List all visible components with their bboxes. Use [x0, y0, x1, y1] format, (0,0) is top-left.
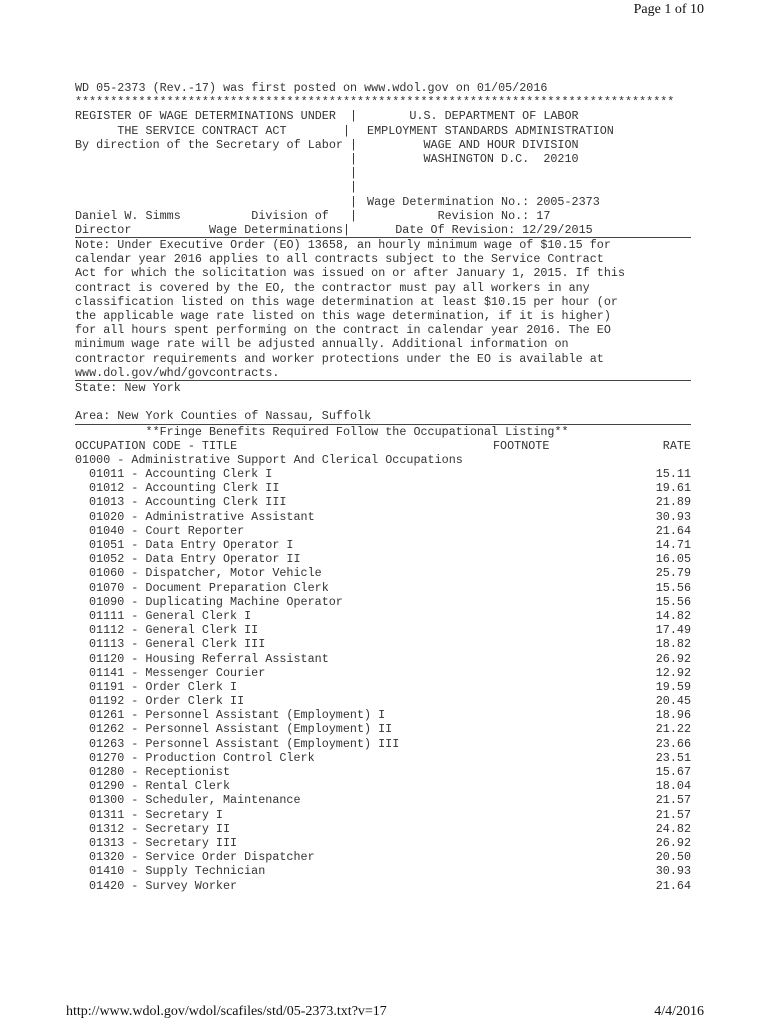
occupation-rate: 30.93	[655, 509, 691, 524]
footer-date: 4/4/2016	[654, 1004, 704, 1019]
occupation-rate: 23.66	[655, 736, 691, 751]
star-divider: *************************************************************************************	[75, 95, 675, 110]
occupation-title: 01313 - Secretary III	[89, 835, 238, 850]
header-right-line: U.S. DEPARTMENT OF LABOR	[360, 109, 579, 124]
header-left-line: Director Wage Determinations|	[75, 222, 350, 237]
occupation-title: 01270 - Production Control Clerk	[89, 750, 315, 765]
occupation-row	[75, 652, 691, 666]
occupation-rate: 18.82	[655, 637, 691, 652]
occupation-rate: 21.89	[655, 495, 691, 510]
occupation-rate: 21.57	[655, 793, 691, 808]
occupation-title: 01261 - Personnel Assistant (Employment) I	[89, 708, 386, 723]
footer-url: http://www.wdol.gov/wdol/scafiles/std/05-2373.txt?v=17	[66, 1004, 387, 1019]
occupation-title: 01011 - Accounting Clerk I	[89, 467, 273, 482]
header-left-line: |	[75, 180, 358, 195]
occupation-row	[75, 879, 691, 893]
occupation-row	[75, 495, 691, 509]
state-line: State: New York	[75, 380, 181, 395]
occupation-row	[75, 836, 691, 850]
occupation-rate: 15.56	[655, 594, 691, 609]
note-line: contract is covered by the EO, the contractor must pay all workers in any	[75, 280, 590, 295]
occupation-rate: 15.56	[655, 580, 691, 595]
occupation-title: 01410 - Supply Technician	[89, 864, 266, 879]
occupation-row	[75, 595, 691, 609]
header-right-column	[360, 109, 691, 237]
header-left-line: REGISTER OF WAGE DETERMINATIONS UNDER |	[75, 109, 358, 124]
occupation-title: 01070 - Document Preparation Clerk	[89, 580, 329, 595]
occupation-title: 01320 - Service Order Dispatcher	[89, 850, 315, 865]
occupation-row	[75, 510, 691, 524]
occupation-row	[75, 524, 691, 538]
occupation-title: 01280 - Receptionist	[89, 765, 231, 779]
occupation-row	[75, 722, 691, 736]
occupation-row	[75, 850, 691, 864]
occupation-rate: 19.59	[655, 679, 691, 694]
occupation-row	[75, 708, 691, 722]
footnote-column-header: FOOTNOTE	[493, 438, 550, 453]
occupation-row	[75, 609, 691, 623]
header-right-line: Date Of Revision: 12/29/2015	[360, 222, 593, 237]
occupation-title: 01141 - Messenger Courier	[89, 665, 266, 680]
occupation-rate: 21.64	[655, 878, 691, 893]
occupation-rate: 20.50	[655, 850, 691, 865]
occupation-title: 01191 - Order Clerk I	[89, 679, 238, 694]
occupation-row	[75, 864, 691, 878]
occupation-title: 01013 - Accounting Clerk III	[89, 495, 287, 510]
note-line: Note: Under Executive Order (EO) 13658, an hourly minimum wage of $10.15 for	[75, 238, 611, 253]
note-line: Act for which the solicitation was issued on or after January 1, 2015. If this	[75, 266, 625, 281]
occupation-row	[75, 581, 691, 595]
occupation-rate: 21.57	[655, 807, 691, 822]
register-header	[75, 109, 691, 237]
executive-order-note	[75, 238, 691, 380]
occupation-title: 01012 - Accounting Clerk II	[89, 481, 280, 496]
header-left-line: |	[75, 194, 358, 209]
note-line: the applicable wage rate listed on this wage determination, if it is higher)	[75, 309, 611, 323]
area-line: Area: New York Counties of Nassau, Suffolk	[75, 409, 372, 424]
header-left-line: By direction of the Secretary of Labor |	[75, 137, 358, 152]
fringe-benefits-note: **Fringe Benefits Required Follow the Occupational Listing**	[75, 424, 569, 439]
occupation-rate: 26.92	[655, 651, 691, 666]
header-left-column	[75, 109, 360, 237]
posted-line: WD 05-2373 (Rev.-17) was first posted on www.wdol.gov on 01/05/2016	[75, 81, 548, 95]
occupation-rate: 24.82	[655, 821, 691, 836]
occupation-row	[75, 481, 691, 495]
occupation-row	[75, 637, 691, 651]
occupation-rate: 30.93	[655, 864, 691, 879]
occupation-title: 01113 - General Clerk III	[89, 637, 266, 652]
header-right-line: Wage Determination No.: 2005-2373	[360, 194, 600, 209]
occupation-title: 01040 - Court Reporter	[89, 523, 245, 538]
note-line: contractor requirements and worker protections under the EO is available at	[75, 351, 604, 366]
occupation-row	[75, 680, 691, 694]
occupation-rate: 14.71	[655, 538, 691, 552]
note-line: calendar year 2016 applies to all contracts subject to the Service Contract	[75, 252, 604, 267]
occupation-rate: 23.51	[655, 750, 691, 765]
occupation-row	[75, 779, 691, 793]
occupation-rate: 19.61	[655, 481, 691, 496]
occupation-title: 01262 - Personnel Assistant (Employment) II	[89, 722, 393, 737]
occupation-rate: 21.22	[655, 722, 691, 737]
occupation-row	[75, 737, 691, 751]
occupation-table-header	[75, 439, 691, 453]
header-right-line: WAGE AND HOUR DIVISION	[360, 137, 579, 152]
occupation-rate: 15.11	[655, 467, 691, 482]
occupation-title: 01192 - Order Clerk II	[89, 694, 245, 709]
occupation-rate: 18.04	[655, 779, 691, 794]
header-right-line: WASHINGTON D.C. 20210	[360, 151, 579, 166]
note-line: for all hours spent performing on the contract in calendar year 2016. The EO	[75, 323, 611, 338]
occupation-list	[75, 467, 691, 893]
occupation-row	[75, 694, 691, 708]
occupation-column-header: OCCUPATION CODE - TITLE	[75, 438, 238, 453]
occupation-title: 01263 - Personnel Assistant (Employment) III	[89, 736, 400, 751]
occupation-title: 01312 - Secretary II	[89, 821, 231, 836]
page-number: Page 1 of 10	[633, 2, 704, 17]
occupation-group-title: 01000 - Administrative Support And Clerical Occupations	[75, 452, 463, 467]
occupation-rate: 17.49	[655, 623, 691, 638]
occupation-row	[75, 751, 691, 765]
wage-determination-document	[75, 81, 691, 893]
occupation-title: 01051 - Data Entry Operator I	[89, 538, 294, 552]
header-left-line: THE SERVICE CONTRACT ACT |	[75, 123, 350, 138]
note-line: www.dol.gov/whd/govcontracts.	[75, 365, 280, 380]
occupation-title: 01420 - Survey Worker	[89, 878, 238, 893]
occupation-title: 01060 - Dispatcher, Motor Vehicle	[89, 566, 322, 581]
header-right-line	[360, 166, 691, 180]
occupation-row	[75, 666, 691, 680]
note-line: minimum wage rate will be adjusted annually. Additional information on	[75, 337, 569, 352]
occupation-rate: 14.82	[655, 608, 691, 623]
occupation-title: 01112 - General Clerk II	[89, 623, 259, 638]
occupation-rate: 26.92	[655, 835, 691, 850]
occupation-title: 01300 - Scheduler, Maintenance	[89, 793, 301, 808]
occupation-rate: 12.92	[655, 665, 691, 680]
occupation-row	[75, 552, 691, 566]
occupation-rate: 25.79	[655, 566, 691, 581]
occupation-row	[75, 538, 691, 552]
occupation-title: 01290 - Rental Clerk	[89, 779, 231, 794]
occupation-row	[75, 808, 691, 822]
occupation-rate: 20.45	[655, 694, 691, 709]
occupation-title: 01052 - Data Entry Operator II	[89, 552, 301, 567]
occupation-row	[75, 822, 691, 836]
occupation-title: 01090 - Duplicating Machine Operator	[89, 594, 343, 609]
occupation-row	[75, 467, 691, 481]
occupation-title: 01311 - Secretary I	[89, 807, 223, 822]
header-left-line: |	[75, 166, 358, 181]
occupation-rate: 16.05	[655, 552, 691, 567]
header-left-line: Daniel W. Simms Division of |	[75, 208, 358, 223]
header-right-line: EMPLOYMENT STANDARDS ADMINISTRATION	[360, 123, 614, 138]
occupation-row	[75, 566, 691, 580]
note-line: classification listed on this wage determination at least $10.15 per hour (or	[75, 294, 618, 309]
occupation-title: 01111 - General Clerk I	[89, 608, 252, 623]
occupation-title: 01120 - Housing Referral Assistant	[89, 651, 329, 666]
occupation-rate: 15.67	[655, 765, 691, 779]
occupation-row	[75, 623, 691, 637]
header-right-line: Revision No.: 17	[360, 208, 551, 223]
occupation-title: 01020 - Administrative Assistant	[89, 509, 315, 524]
occupation-row	[75, 765, 691, 779]
header-right-line	[360, 180, 691, 194]
occupation-rate: 18.96	[655, 708, 691, 723]
header-left-line: |	[75, 151, 358, 166]
occupation-row	[75, 793, 691, 807]
occupation-rate: 21.64	[655, 523, 691, 538]
rate-column-header: RATE	[662, 438, 691, 453]
